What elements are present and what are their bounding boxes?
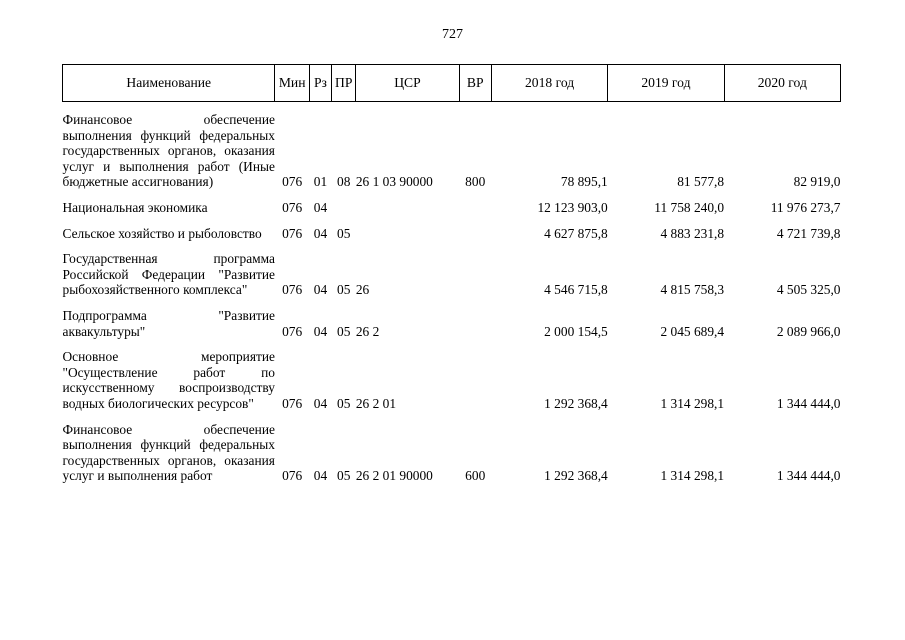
cell-rz: 01 [313, 174, 328, 190]
col-header-2020: 2020 год [724, 65, 840, 102]
cell-rz: 04 [313, 225, 328, 241]
cell-csr [356, 200, 459, 216]
cell-name: Государственная программа Российской Федерации "Развитие рыбохозяйственного комплекса" [62, 251, 275, 298]
cell-vr: 800 [465, 174, 486, 190]
cell-2018: 4 627 875,8 [544, 225, 608, 241]
col-header-csr: ЦСР [356, 65, 459, 102]
cell-min: 076 [282, 199, 303, 215]
cell-vr [459, 349, 491, 411]
cell-min: 076 [282, 395, 303, 411]
table-row [63, 308, 841, 339]
col-header-vr: ВР [459, 65, 491, 102]
cell-csr: 26 2 01 90000 [355, 468, 433, 484]
cell-pr: 05 [337, 225, 351, 241]
cell-csr: 26 [355, 282, 370, 298]
cell-vr [459, 251, 491, 298]
cell-name: Финансовое обеспечение выполнения функций федеральных государственных органов, оказания услуг и выполнения работ (Иные бюджетные ассигнования) [62, 112, 275, 190]
cell-pr: 05 [337, 282, 351, 298]
page-number: 727 [442, 27, 463, 42]
cell-csr: 26 2 01 [355, 395, 397, 411]
cell-name: Подпрограмма "Развитие аквакультуры" [62, 307, 275, 339]
cell-2020: 4 721 739,8 [776, 225, 841, 241]
cell-rz: 04 [313, 395, 328, 411]
cell-vr: 600 [465, 468, 486, 484]
cell-csr: 26 2 [355, 323, 380, 339]
cell-rz: 04 [313, 199, 328, 215]
row-spacer [63, 216, 841, 226]
cell-2020: 11 976 273,7 [770, 199, 841, 215]
col-header-pr: ПР [332, 65, 356, 102]
cell-csr [356, 226, 459, 242]
cell-rz: 04 [313, 323, 328, 339]
col-header-2018: 2018 год [491, 65, 607, 102]
cell-name: Основное мероприятие "Осуществление работ по искусственному воспроизводству водных биологических ресурсов" [62, 349, 275, 411]
cell-rz: 04 [313, 282, 328, 298]
cell-min: 076 [282, 282, 303, 298]
table-row [63, 422, 841, 484]
cell-vr [459, 200, 491, 216]
cell-min: 076 [282, 174, 303, 190]
row-spacer [63, 298, 841, 308]
row-spacer [63, 412, 841, 422]
table-row [63, 226, 841, 242]
col-header-name: Наименование [63, 65, 275, 102]
table-row [63, 112, 841, 190]
cell-pr: 05 [337, 468, 351, 484]
table-header-row [63, 65, 841, 102]
cell-vr [459, 226, 491, 242]
cell-2019: 11 758 240,0 [654, 199, 725, 215]
table-row [63, 200, 841, 216]
cell-pr: 08 [337, 174, 351, 190]
cell-2018: 78 895,1 [560, 174, 608, 190]
cell-pr: 05 [337, 395, 351, 411]
cell-2019: 4 815 758,3 [660, 282, 725, 298]
cell-2020: 1 344 444,0 [776, 395, 841, 411]
cell-2020: 1 344 444,0 [776, 468, 841, 484]
row-spacer [63, 339, 841, 349]
cell-2018: 2 000 154,5 [544, 323, 608, 339]
cell-2020: 4 505 325,0 [776, 282, 841, 298]
budget-table [62, 64, 841, 484]
col-header-rz: Рз [309, 65, 331, 102]
col-header-2019: 2019 год [608, 65, 724, 102]
cell-name: Финансовое обеспечение выполнения функций федеральных государственных органов, оказания услуг и выполнения работ [62, 421, 275, 484]
cell-min: 076 [282, 323, 303, 339]
cell-name: Национальная экономика [62, 199, 208, 215]
table-row [63, 349, 841, 411]
cell-2019: 1 314 298,1 [660, 395, 725, 411]
cell-csr: 26 1 03 90000 [355, 174, 433, 190]
cell-pr [332, 200, 356, 216]
cell-min: 076 [282, 225, 303, 241]
row-spacer [63, 241, 841, 251]
cell-2018: 12 123 903,0 [537, 199, 608, 215]
cell-min: 076 [282, 468, 303, 484]
cell-2020: 2 089 966,0 [776, 323, 841, 339]
cell-2018: 4 546 715,8 [544, 282, 608, 298]
cell-2019: 2 045 689,4 [660, 323, 725, 339]
cell-2019: 4 883 231,8 [660, 225, 725, 241]
cell-rz: 04 [313, 468, 328, 484]
table-row [63, 251, 841, 298]
cell-2018: 1 292 368,4 [544, 395, 608, 411]
cell-2018: 1 292 368,4 [544, 468, 608, 484]
row-spacer [63, 190, 841, 200]
cell-name: Сельское хозяйство и рыболовство [62, 225, 262, 241]
col-header-min: Мин [275, 65, 309, 102]
cell-2019: 81 577,8 [677, 174, 725, 190]
cell-pr: 05 [337, 323, 351, 339]
table-body [63, 102, 841, 484]
cell-2020: 82 919,0 [793, 174, 841, 190]
cell-vr [459, 308, 491, 339]
cell-2019: 1 314 298,1 [660, 468, 725, 484]
